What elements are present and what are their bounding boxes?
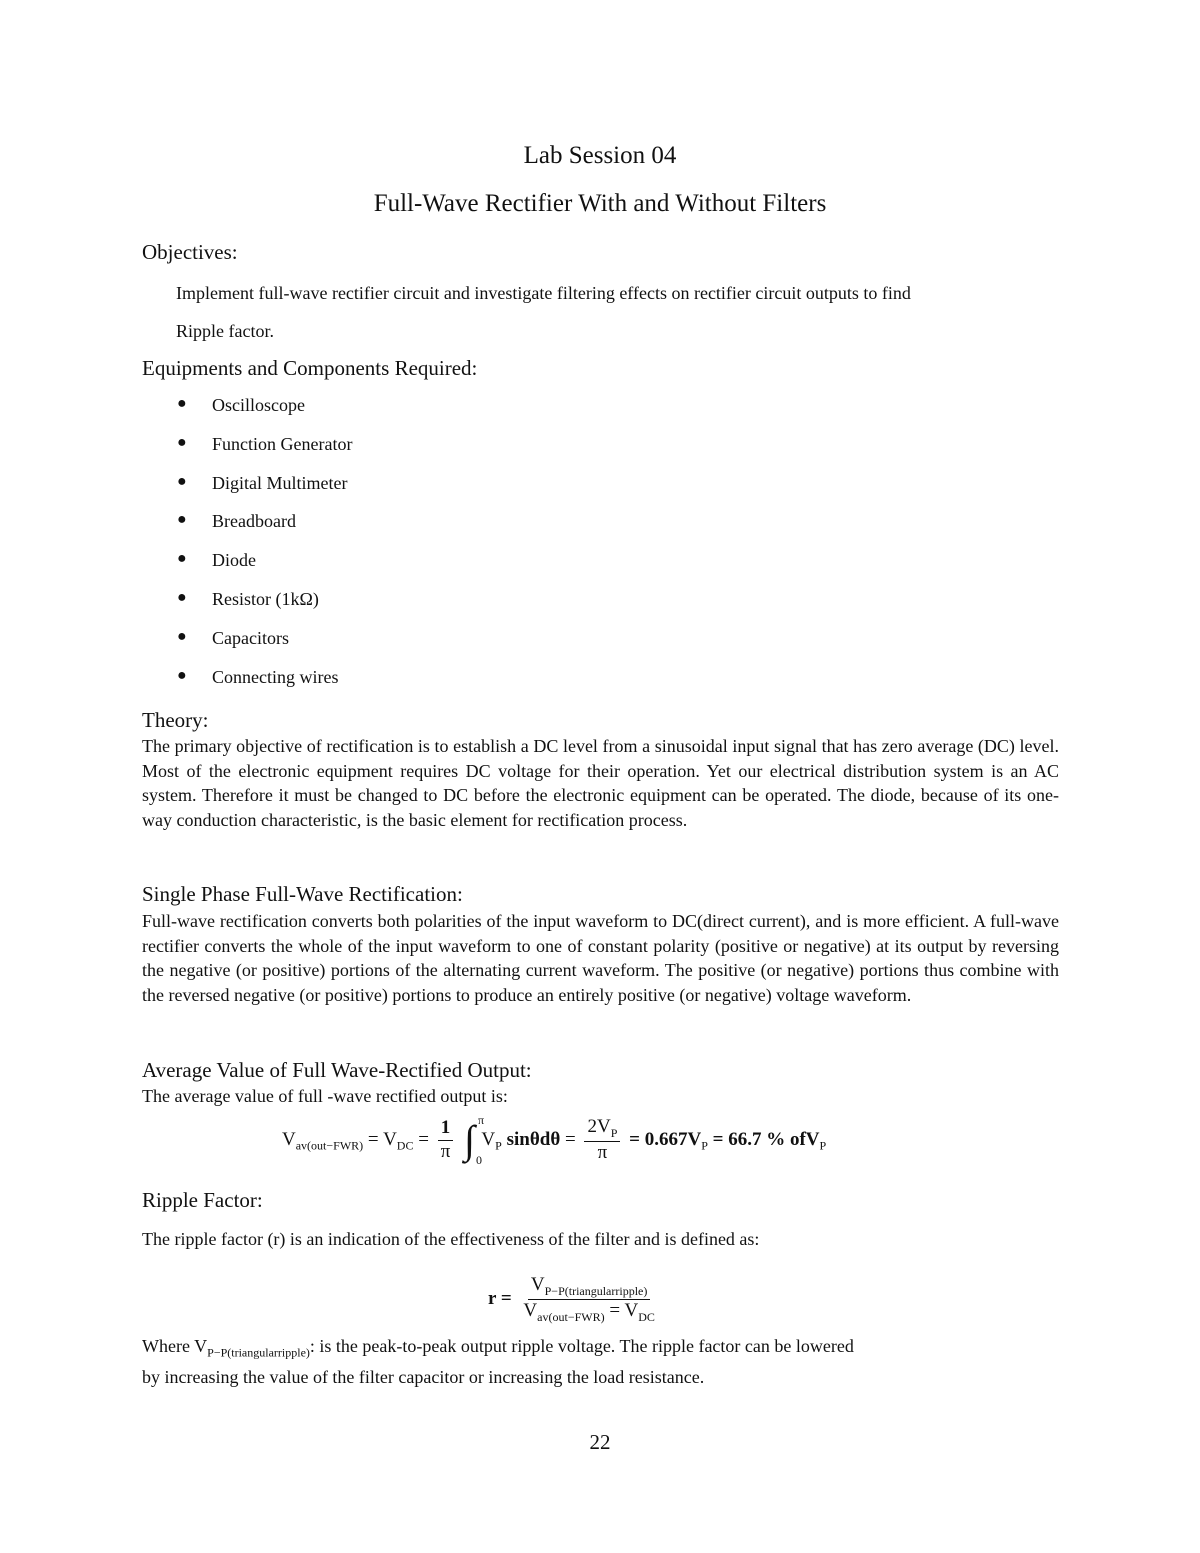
average-intro: The average value of full -wave rectified output is: bbox=[142, 1086, 508, 1106]
ripple-where-line-2: by increasing the value of the filter capacitor or increasing the load resistance. bbox=[142, 1367, 705, 1387]
bullet-icon: ● bbox=[177, 472, 187, 490]
bullet-icon: ● bbox=[177, 511, 187, 529]
list-item: ● Oscilloscope bbox=[142, 395, 352, 434]
list-item: ● Diode bbox=[142, 550, 352, 589]
list-item: ● Connecting wires bbox=[142, 667, 352, 706]
ripple-heading: Ripple Factor: bbox=[142, 1188, 263, 1212]
list-item: ● Resistor (1kΩ) bbox=[142, 589, 352, 628]
bullet-icon: ● bbox=[177, 433, 187, 451]
fraction-one-over-pi: $\frac{1}{\pi}$ bbox=[438, 1118, 454, 1163]
list-item: ● Capacitors bbox=[142, 628, 352, 667]
list-item: ● Digital Multimeter bbox=[142, 473, 352, 512]
single-phase-heading: Single Phase Full-Wave Rectification: bbox=[142, 882, 463, 906]
lab-session-title: Lab Session 04 bbox=[523, 142, 677, 169]
objectives-text-line-1: Implement full-wave rectifier circuit and investigate filtering effects on rectifier circuit outputs to find bbox=[176, 283, 911, 303]
objectives-heading: Objectives: bbox=[142, 240, 238, 264]
ripple-fraction: $\frac{V_{P-P(triangularripple)}}{V_{av(out-FWR)} = V_{DC}}$ bbox=[523, 1274, 655, 1324]
average-value-equation: $V_{av(out-FWR)} = V_{DC}$ = $\frac{1}{\pi}$ ∫ π 0 $V_P$ sinθdθ = $\frac{2V_P}{\pi}$ = $0.667V_P = 66.7$ % ofV$_P$ bbox=[282, 1113, 827, 1168]
single-phase-paragraph: Full-wave rectification converts both polarities of the input waveform to DC(direct current), and is more efficient. A full-wave rectifier converts the whole of the input waveform to one of constant polarity (positive or negative) at its output by reversing the negative (or positive) portions of the alternating current waveform. The positive (or negative) portions thus combine with the reversed negative (or positive) portions to produce an entirely positive (or negative) voltage waveform. bbox=[142, 911, 1059, 1005]
objectives-text-line-2: Ripple factor. bbox=[176, 321, 274, 341]
ripple-intro: The ripple factor (r) is an indication of the effectiveness of the filter and is defined as: bbox=[142, 1229, 760, 1249]
ripple-where-line: Where $V_{P-P(triangularripple)}$: is the peak-to-peak output ripple voltage. The ripple factor can be lowered bbox=[142, 1336, 854, 1360]
equipment-heading: Equipments and Components Required: bbox=[142, 356, 478, 380]
bullet-icon: ● bbox=[177, 666, 187, 684]
integral-sign: ∫ π 0 bbox=[464, 1113, 485, 1168]
fraction-2vp-over-pi: $\frac{2V_P}{\pi}$ bbox=[584, 1117, 620, 1164]
document-title: Full-Wave Rectifier With and Without Filters bbox=[373, 190, 827, 217]
bullet-icon: ● bbox=[177, 588, 187, 606]
page-number: 22 bbox=[589, 1430, 611, 1454]
list-item: ● Function Generator bbox=[142, 434, 352, 473]
bullet-icon: ● bbox=[177, 395, 187, 412]
bullet-icon: ● bbox=[177, 550, 187, 568]
equipment-list bbox=[142, 395, 352, 705]
list-item: ● Breadboard bbox=[142, 511, 352, 550]
ripple-factor-equation: r = $\frac{V_{P-P(triangularripple)}}{V_{av(out-FWR)} = V_{DC}}$ bbox=[488, 1275, 662, 1324]
average-heading: Average Value of Full Wave-Rectified Output: bbox=[142, 1058, 532, 1082]
bullet-icon: ● bbox=[177, 627, 187, 645]
theory-heading: Theory: bbox=[142, 708, 209, 732]
theory-paragraph: The primary objective of rectification is to establish a DC level from a sinusoidal input signal that has zero average (DC) level. Most of the electronic equipment requires DC voltage for their operation. Yet our electrical distribution system is an AC system. Therefore it must be changed to DC before the electronic equipment can be operated. The diode, because of its one-way conduction characteristic, is the basic element for rectification process. bbox=[142, 736, 1059, 830]
